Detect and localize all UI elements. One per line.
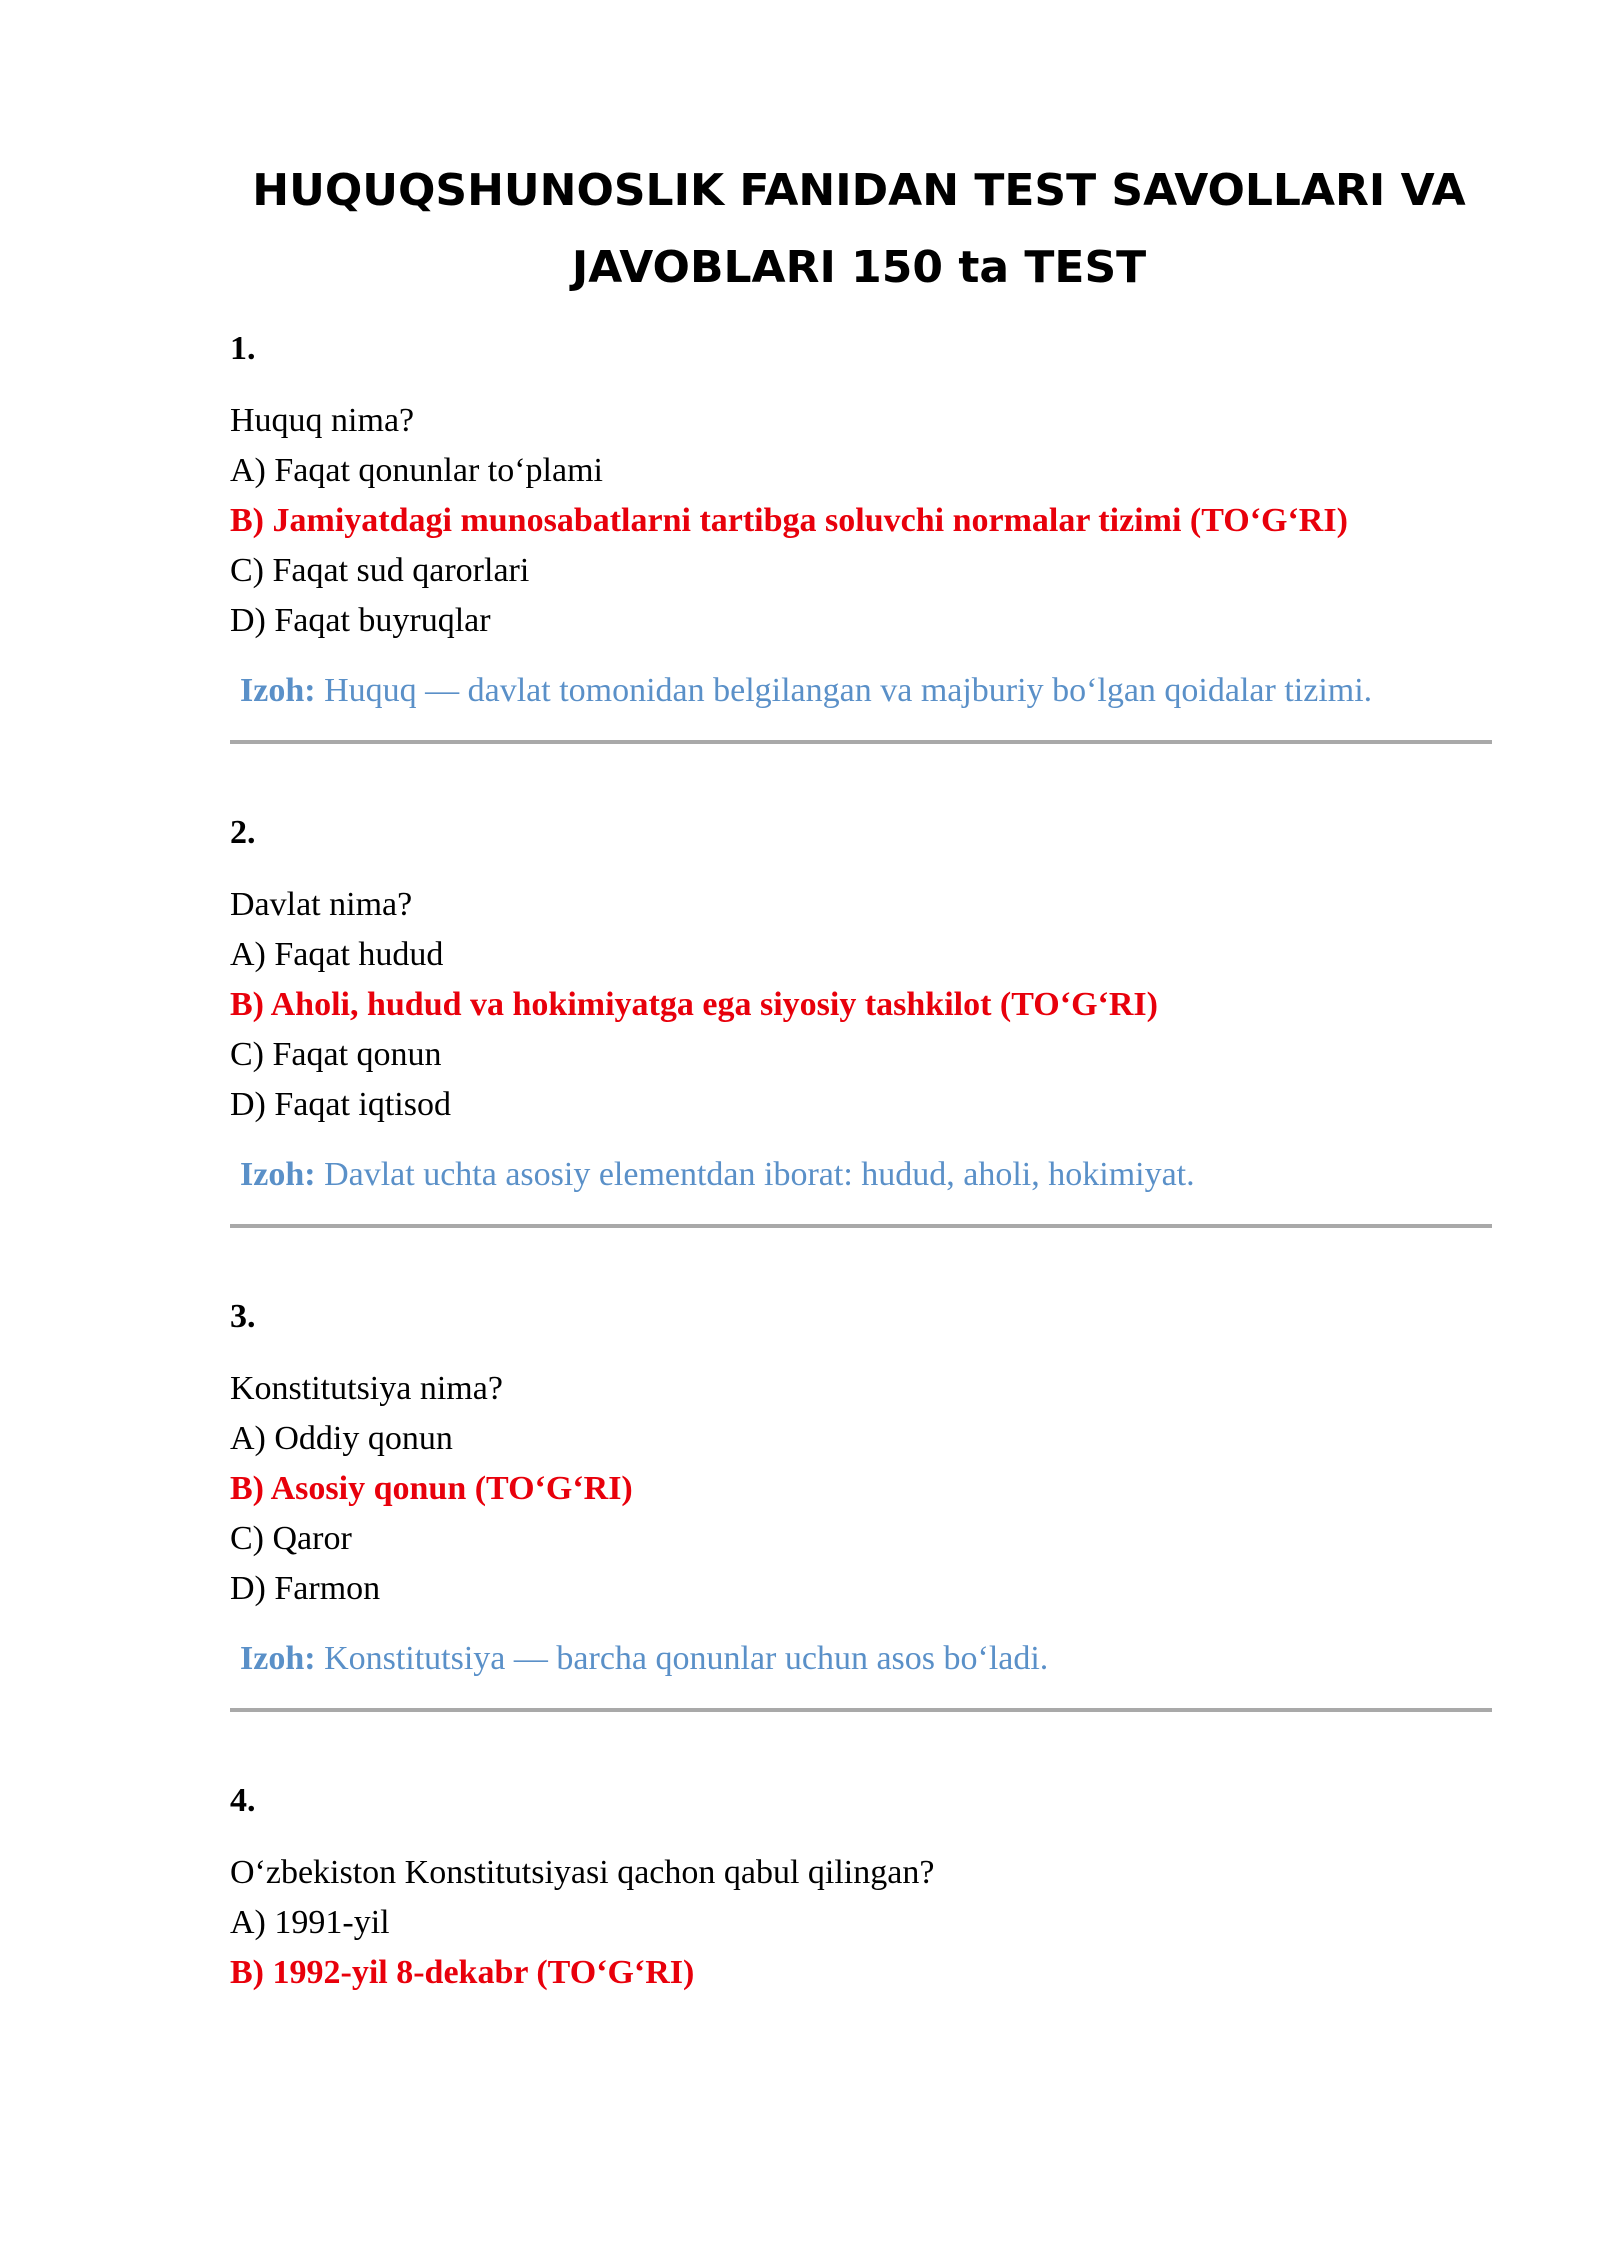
- option-a: A) 1991-yil: [230, 1904, 390, 1941]
- questions-list: [230, 326, 1490, 1998]
- option-c: C) Qaror: [230, 1520, 352, 1557]
- option-c: C) Faqat sud qarorlari: [230, 552, 530, 589]
- option-c: C) Faqat qonun: [230, 1036, 442, 1073]
- question-number: 4.: [230, 1782, 256, 1819]
- spacer: [230, 744, 1490, 810]
- option-d: D) Farmon: [230, 1570, 381, 1607]
- note-label: Izoh:: [240, 1640, 316, 1677]
- question-3: [230, 1294, 1490, 1712]
- option-b-correct: B) Aholi, hudud va hokimiyatga ega siyosiy tashkilot (TO‘G‘RI): [230, 986, 1158, 1023]
- option-b-correct: B) Jamiyatdagi munosabatlarni tartibga soluvchi normalar tizimi (TO‘G‘RI): [230, 502, 1348, 539]
- note-label: Izoh:: [240, 1156, 316, 1193]
- question-4: [230, 1778, 1490, 1998]
- note-text: Davlat uchta asosiy elementdan iborat: hudud, aholi, hokimiyat.: [324, 1156, 1195, 1193]
- option-a: A) Oddiy qonun: [230, 1420, 453, 1457]
- title-line-1: HUQUQSHUNOSLIK FANIDAN TEST SAVOLLARI VA: [252, 165, 1466, 216]
- question-number: 1.: [230, 330, 256, 367]
- question-text: Huquq nima?: [230, 402, 415, 439]
- option-d: D) Faqat iqtisod: [230, 1086, 451, 1123]
- document-title: [228, 152, 1490, 306]
- note-text: Konstitutsiya — barcha qonunlar uchun asos bo‘ladi.: [324, 1640, 1049, 1677]
- explanation-note: [230, 666, 1490, 716]
- question-text: Konstitutsiya nima?: [230, 1370, 503, 1407]
- option-b-correct: B) Asosiy qonun (TO‘G‘RI): [230, 1470, 633, 1507]
- question-2: [230, 810, 1490, 1228]
- note-label: Izoh:: [240, 672, 316, 709]
- question-text: O‘zbekiston Konstitutsiyasi qachon qabul qilingan?: [230, 1854, 935, 1891]
- spacer: [230, 1228, 1490, 1294]
- note-text: Huquq — davlat tomonidan belgilangan va majburiy bo‘lgan qoidalar tizimi.: [324, 672, 1373, 709]
- title-line-2: JAVOBLARI 150 ta TEST: [571, 242, 1147, 293]
- option-d: D) Faqat buyruqlar: [230, 602, 491, 639]
- explanation-note: [230, 1150, 1490, 1200]
- explanation-note: [230, 1634, 1490, 1684]
- question-number: 2.: [230, 814, 256, 851]
- question-1: [230, 326, 1490, 744]
- spacer: [230, 1712, 1490, 1778]
- option-b-correct: B) 1992-yil 8-dekabr (TO‘G‘RI): [230, 1954, 695, 1991]
- option-a: A) Faqat hudud: [230, 936, 444, 973]
- question-text: Davlat nima?: [230, 886, 413, 923]
- option-a: A) Faqat qonunlar to‘plami: [230, 452, 603, 489]
- question-number: 3.: [230, 1298, 256, 1335]
